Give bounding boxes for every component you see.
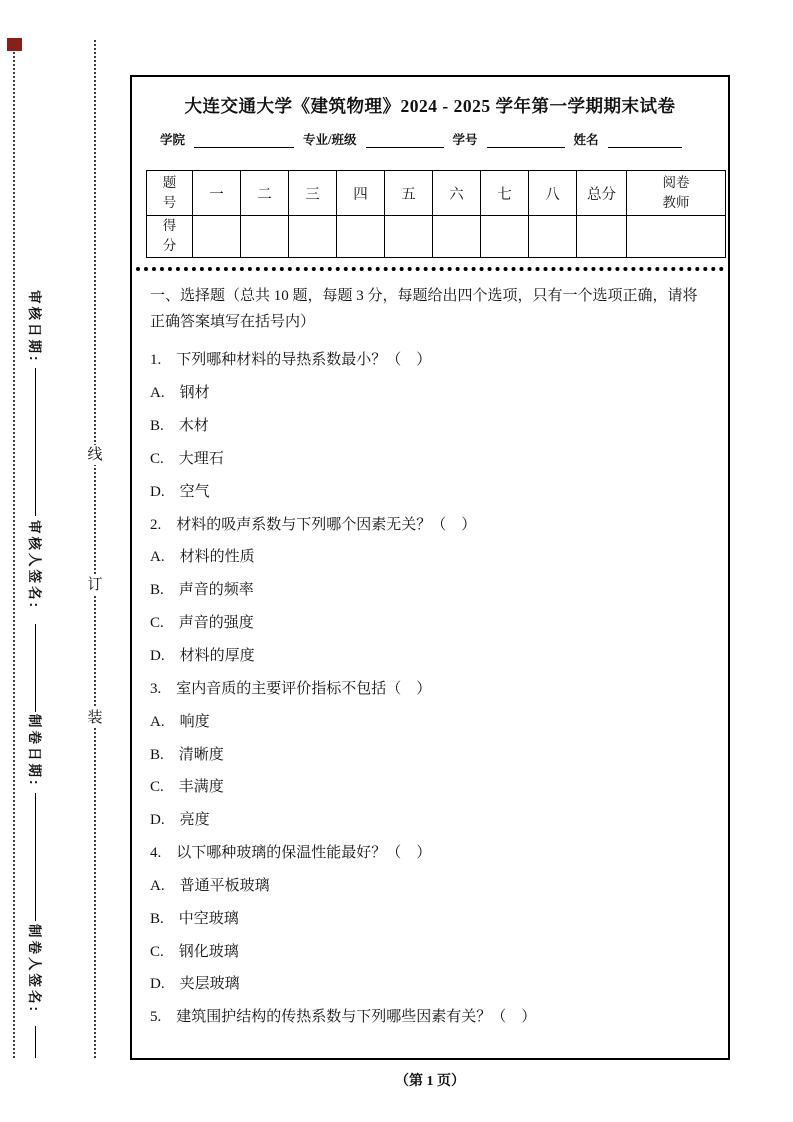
question-line: 2. 材料的吸声系数与下列哪个因素无关？（ ） [150, 516, 477, 533]
question-line: 5. 建筑围护结构的传热系数与下列哪些因素有关？（ ） [150, 1009, 537, 1026]
question-line: 3. 室内音质的主要评价指标不包括（ ） [150, 680, 432, 697]
option-line: A. 钢材 [150, 385, 210, 402]
option-line: B. 中空玻璃 [150, 910, 239, 927]
exam-content [132, 271, 728, 1033]
question-line: 4. 以下哪种玻璃的保温性能最好？（ ） [150, 845, 432, 862]
seal-dotted-line-left [13, 40, 15, 1058]
column-header-3: 三 [289, 171, 337, 216]
score-cell [433, 216, 481, 258]
option-line: B. 清晰度 [150, 746, 224, 763]
seal-label-reviewer-signature: 审核人签名: [27, 520, 42, 610]
column-header-4: 四 [337, 171, 385, 216]
name-label: 姓名 [573, 133, 599, 147]
column-header-total: 总分 [577, 171, 627, 216]
binding-char-xian: 线 [87, 447, 103, 463]
class-blank [366, 134, 444, 148]
seal-label-maker-signature: 制卷人签名: [27, 924, 42, 1014]
student-id-label: 学号 [452, 133, 478, 147]
score-cell [241, 216, 289, 258]
score-cell [193, 216, 241, 258]
column-header-8: 八 [529, 171, 577, 216]
page-number: （第 1 页） [395, 1074, 465, 1089]
score-table [146, 170, 726, 258]
binding-dotted-line [94, 40, 96, 1058]
option-line: D. 空气 [150, 483, 210, 500]
grader-label: 阅卷教师 [662, 174, 690, 210]
score-cell [337, 216, 385, 258]
student-id-blank [487, 134, 565, 148]
option-line: A. 材料的性质 [150, 549, 255, 566]
question-line: 1. 下列哪种材料的导热系数最小？（ ） [150, 352, 432, 369]
option-line: B. 木材 [150, 418, 209, 435]
class-label: 专业/班级 [303, 133, 357, 147]
option-line: D. 亮度 [150, 812, 210, 829]
option-line: D. 材料的厚度 [150, 648, 255, 665]
column-header-1: 一 [193, 171, 241, 216]
seal-blank-line [35, 624, 36, 712]
option-line: C. 钢化玻璃 [150, 943, 239, 960]
seal-blank-line [35, 793, 36, 921]
college-blank [194, 134, 294, 148]
option-line: D. 夹层玻璃 [150, 976, 240, 993]
binding-char-zhuang: 装 [87, 710, 103, 726]
score-table-corner-cell [147, 171, 193, 216]
name-blank [608, 134, 682, 148]
score-cell [289, 216, 337, 258]
option-line: C. 声音的强度 [150, 615, 254, 632]
column-header-2: 二 [241, 171, 289, 216]
student-info-line [132, 130, 728, 148]
column-header-6: 六 [433, 171, 481, 216]
seal-blank-line [35, 1026, 36, 1058]
score-cell [481, 216, 529, 258]
option-line: A. 普通平板玻璃 [150, 877, 270, 894]
score-cell [385, 216, 433, 258]
score-table-score-row [147, 216, 726, 258]
seal-blank-line [35, 368, 36, 516]
column-header-grader [627, 171, 726, 216]
option-line: A. 响度 [150, 713, 210, 730]
score-row-header-cell [147, 216, 193, 258]
score-cell [577, 216, 627, 258]
column-header-5: 五 [385, 171, 433, 216]
option-line: B. 声音的频率 [150, 582, 254, 599]
section-title: 一、选择题（总共 10 题，每题 3 分，每题给出四个选项，只有一个选项正确，请将正确答案填写在括号内） [150, 287, 698, 330]
college-label: 学院 [160, 133, 186, 147]
question-number-header: 题号 [162, 174, 177, 210]
score-table-header-row [147, 171, 726, 216]
seal-label-maker-date: 制卷日期: [27, 714, 42, 788]
binding-char-ding: 订 [87, 577, 103, 593]
score-cell [627, 216, 726, 258]
exam-title: 大连交通大学《建筑物理》2024 - 2025 学年第一学期期末试卷 [184, 96, 676, 116]
score-cell [529, 216, 577, 258]
exam-sheet [130, 75, 730, 1060]
score-label: 得分 [162, 218, 177, 254]
column-header-7: 七 [481, 171, 529, 216]
option-line: C. 丰满度 [150, 779, 224, 796]
option-line: C. 大理石 [150, 450, 224, 467]
seal-label-review-date: 审核日期: [27, 290, 42, 364]
